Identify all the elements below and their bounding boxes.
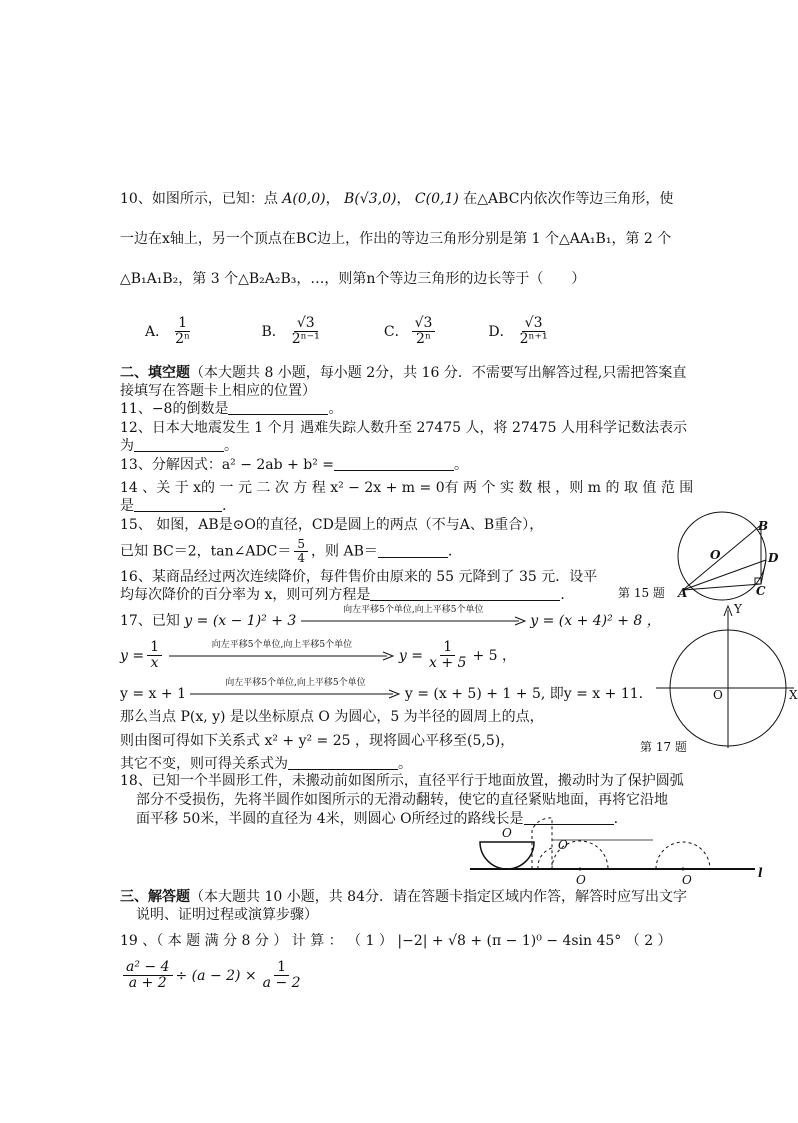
option-b[interactable] [261, 316, 379, 348]
point-b: B(√3,0) [344, 191, 397, 207]
figure-18-semicircle-diagram [470, 808, 770, 880]
q17-eq2-y2: y = [398, 647, 424, 664]
q17-eq2-right-num: 1 [440, 640, 455, 656]
option-d-den: 2ⁿ⁺¹ [519, 331, 548, 348]
option-a-label: A． [145, 323, 170, 340]
fig17-x-label: X [789, 688, 798, 702]
q16-text2: 均每次降价的百分率为 x，则可列方程是 [120, 587, 371, 603]
q15-text-a: 已知 BC＝2，tan∠ADC＝ [120, 543, 292, 560]
q15-line2: 已知 BC＝2，tan∠ADC＝ $\frac{5}{4}$ ，则 AB＝ . [120, 537, 453, 566]
option-a-num: 1 [175, 316, 190, 332]
q11: 11、−8的倒数是 。 [120, 401, 343, 417]
point-c: C(0,1) [414, 191, 459, 207]
section3-desc1: （本大题共 10 小题，共 84分．请在答题卡指定区域内作答，解答时应写出文字 [190, 889, 687, 905]
q10-options [145, 316, 588, 348]
q14-line2: 是 . [120, 498, 227, 514]
q19-mid: ÷ (a − 2) × [175, 967, 257, 984]
q16-line2: 均每次降价的百分率为 x，则可列方程是 . [120, 587, 565, 603]
option-d-num: √3 [522, 316, 546, 332]
fig18-label-l: l [758, 866, 763, 880]
fig15-label-o: O [710, 548, 721, 562]
option-c[interactable] [384, 316, 484, 348]
option-c-den: 2ⁿ [416, 331, 432, 348]
q14-text2: 是 [120, 498, 134, 514]
q15-frac-den: 4 [297, 551, 306, 566]
q17-arrow-1 [301, 605, 526, 626]
q19-line2 [120, 960, 307, 992]
option-d-label: D． [488, 323, 514, 340]
section2-desc1: （本大题共 8 小题，每小题 2分，共 16 分．不需要写出解答过程,只需把答案直 [190, 365, 687, 381]
q17-eq2-y: y = [120, 647, 145, 664]
fig18-label-o4: O [682, 873, 692, 887]
q19-frac2-den: a − 2 [262, 975, 301, 992]
q19-frac1-den: a + 2 [128, 975, 167, 992]
section2-heading: 二、填空题 [120, 365, 190, 381]
q17-line5: 则由图可得如下关系式 x² + y² = 25 ，现将圆心平移至(5,5)， [120, 733, 515, 749]
option-b-den: 2ⁿ⁻¹ [291, 331, 320, 348]
fig15-label-d: D [768, 551, 779, 565]
section2-line1 [120, 364, 686, 382]
q15-answer-blank[interactable] [378, 543, 448, 558]
q10-line2: 一边在x轴上，另一个顶点在BC边上，作出的等边三角形分别是第 1 个△AA₁B₁，第 2 个 [120, 231, 672, 247]
option-c-num: √3 [412, 316, 436, 332]
q18-text3: 面平移 50米，半圆的直径为 4米，则圆心 O所经过的路线长是 [136, 811, 524, 827]
q19-frac2-num: 1 [274, 960, 289, 976]
section3-heading: 三、解答题 [120, 889, 190, 905]
q17-answer-blank[interactable] [288, 755, 398, 770]
q17-eq2-left-num: 1 [147, 640, 162, 656]
option-a-den: 2ⁿ [175, 331, 191, 348]
option-c-label: C． [383, 323, 409, 340]
option-a[interactable] [145, 316, 257, 348]
q10-text-a: 10、如图所示，已知：点 [120, 191, 278, 207]
q11-text: 11、−8的倒数是 [120, 401, 229, 417]
q12-text2: 为 [120, 438, 134, 454]
section3-line1 [120, 888, 687, 906]
q18-line2: 部分不受损伤，先将半圆作如图所示的无滑动翻转，使它的直径紧贴地面，再将它沿地 [136, 792, 668, 808]
q17-line6: 其它不变，则可得关系式为 。 [120, 756, 412, 772]
fig18-label-o2: O [558, 838, 568, 852]
q17-arrow-3 [190, 678, 400, 699]
fig18-label-o3: O [576, 873, 586, 887]
q11-answer-blank[interactable] [228, 400, 328, 415]
q15-line1: 15、 如图，AB是⊙O的直径，CD是圆上的两点（不与A、B重合）， [120, 517, 544, 533]
fig15-label-c: C [756, 584, 766, 598]
q17-eq3-right: y = (x + 5) + 1 + 5, 即y = x + 11. [404, 686, 644, 702]
q12-line2: 为 。 [120, 438, 238, 454]
q13-answer-blank[interactable] [334, 456, 454, 471]
q10-line1: 10、如图所示，已知：点 A(0,0)， B(√3,0)， C(0,1) 在△ABC内依次作等边三角形，使 [120, 191, 674, 207]
q17-eq2-left-den: x [150, 655, 159, 672]
q17-arrow-2-label: 向左平移5个单位,向上平移5个单位 [211, 639, 353, 650]
q10-text-b: 在△ABC内依次作等边三角形，使 [463, 191, 674, 207]
q17-eq3 [120, 678, 644, 703]
q17-arrow-2 [169, 639, 394, 661]
section3-line2: 说明、证明过程或演算步骤） [136, 907, 318, 923]
option-b-label: B． [261, 323, 286, 340]
q17-eq1 [120, 605, 661, 630]
section2-line2: 接填写在答题卡上相应的位置） [120, 383, 316, 399]
q14-answer-blank[interactable] [134, 497, 222, 512]
option-d[interactable] [488, 316, 588, 348]
figure-17-coordinate-circle [650, 600, 794, 750]
q17-eq2 [120, 640, 516, 672]
q17-line4: 那么当点 P(x, y) 是以坐标原点 O 为圆心，5 为半径的圆周上的点， [120, 709, 544, 725]
q18-line1: 18、已知一个半圆形工件，未搬动前如图所示，直径平行于地面放置，搬动时为了保护圆弧 [120, 773, 684, 789]
q15-text-b: ，则 AB＝ [311, 543, 378, 560]
q10-line3: △B₁A₁B₂，第 3 个△B₂A₂B₃，…，则第n个等边三角形的边长等于（ ） [120, 271, 586, 287]
q17-eq3-left: y = x + 1 [120, 686, 186, 702]
fig17-origin-label: O [713, 688, 723, 702]
q13: 13、分解因式：a² − 2ab + b² = 。 [120, 457, 469, 473]
q17-eq1-left: y = (x − 1)² + 3 [184, 613, 297, 629]
q16-answer-blank[interactable] [370, 586, 560, 601]
q12-answer-blank[interactable] [134, 437, 224, 452]
q17-arrow-1-label: 向左平移5个单位,向上平移5个单位 [343, 605, 484, 615]
q17-eq2-tail: + 5 ， [472, 647, 516, 664]
q19-frac1-num: a² − 4 [123, 960, 173, 976]
q12-line1: 12、日本大地震发生 1 个月 遇难失踪人数升至 27475 人，将 27475 人用科学记数法表示 [120, 420, 687, 436]
fig15-label-b: B [758, 519, 769, 533]
q17-eq2-right-den: x + 5 [429, 655, 467, 672]
q13-text: 13、分解因式：a² − 2ab + b² = [120, 457, 335, 473]
fig17-caption: 第 17 题 [640, 740, 687, 754]
q14-line1: 14 、关 于 x的 一 元 二 次 方 程 x² − 2x + m = 0有 两 个 实 数 根 ，则 m 的 取 值 范 围 [120, 480, 694, 496]
fig18-label-o1: O [502, 826, 512, 840]
point-a: A(0,0) [282, 191, 326, 207]
fig15-label-a: A [678, 586, 688, 600]
fig17-y-label: Y [734, 602, 742, 616]
q16-line1: 16、某商品经过两次连续降价，每件售价由原来的 55 元降到了 35 元．设平 [120, 569, 598, 585]
q17-text6: 其它不变，则可得关系式为 [120, 756, 288, 772]
q17-prefix: 17、已知 [120, 613, 180, 629]
fig15-caption: 第 15 题 [618, 586, 665, 600]
q15-frac-num: 5 [294, 538, 308, 552]
q18-line3: 面平移 50米，半圆的直径为 4米，则圆心 O所经过的路线长是 . [136, 811, 619, 827]
option-b-num: √3 [294, 316, 318, 332]
q17-arrow-3-label: 向左平移5个单位,向上平移5个单位 [225, 678, 366, 688]
q17-eq1-right: y = (x + 4)² + 8 ， [530, 613, 661, 629]
q19-line1: 19 、（ 本 题 满 分 8 分 ） 计 算 ： （ 1 ） |−2| + √8 + (π − 1)⁰ − 4sin 45° （ 2 ） [120, 933, 672, 949]
